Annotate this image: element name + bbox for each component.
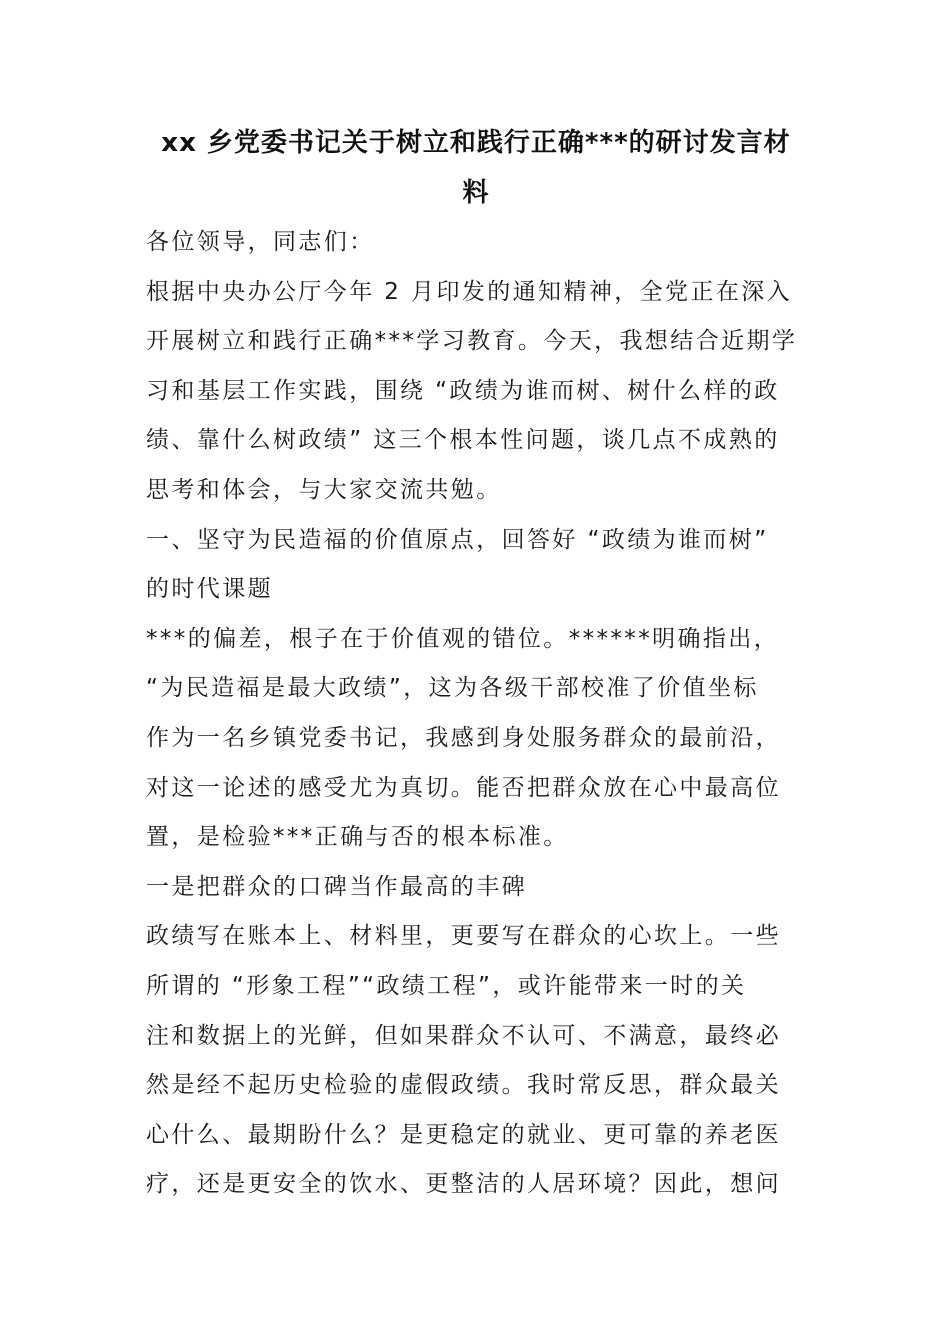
body-line: 习和基层工作实践，围绕 “政绩为谁而树、树什么样的政	[146, 377, 780, 404]
section-heading: 的时代课题	[146, 576, 273, 603]
body-line: 作为一名乡镇党委书记，我感到身处服务群众的最前沿，	[146, 724, 781, 751]
document-body	[146, 218, 814, 1210]
body-line: 注和数据上的光鲜，但如果群众不认可、不满意，最终必	[146, 1022, 781, 1049]
salutation: 各位领导，同志们：	[146, 229, 375, 255]
body-line: 绩、靠什么树政绩” 这三个根本性问题，谈几点不成熟的	[146, 427, 780, 454]
body-line: 然是经不起历史检验的虚假政绩。我时常反思，群众最关	[146, 1072, 781, 1099]
body-line: “为民造福是最大政绩”，这为各级干部校准了价值坐标	[146, 675, 759, 702]
body-line: 开展树立和践行正确***学习教育。今天，我想结合近期学	[146, 328, 798, 355]
body-line: 心什么、最期盼什么？是更稳定的就业、更可靠的养老医	[146, 1121, 781, 1148]
document-title	[146, 118, 806, 218]
subsection-heading: 一是把群众的口碑当作最高的丰碑	[146, 873, 527, 900]
title-line-2: 料	[462, 178, 490, 208]
body-line: 置，是检验***正确与否的根本标准。	[146, 824, 569, 851]
body-line: 根据中央办公厅今年 2 月印发的通知精神，全党正在深入	[146, 278, 793, 305]
section-heading: 一、坚守为民造福的价值原点，回答好 “政绩为谁而树”	[146, 526, 769, 553]
body-line: 对这一论述的感受尤为真切。能否把群众放在心中最高位	[146, 774, 781, 801]
body-line: 疗，还是更安全的饮水、更整洁的人居环境？因此，想问	[146, 1171, 781, 1198]
body-line: 政绩写在账本上、材料里，更要写在群众的心坎上。一些	[146, 923, 781, 950]
body-line: 所谓的 “形象工程”“政绩工程”，或许能带来一时的关	[146, 972, 747, 999]
body-line: ***的偏差，根子在于价值观的错位。******明确指出，	[146, 625, 780, 652]
body-line: 思考和体会，与大家交流共勉。	[146, 476, 502, 503]
title-line-1: xx 乡党委书记关于树立和践行正确***的研讨发言材	[161, 128, 791, 158]
